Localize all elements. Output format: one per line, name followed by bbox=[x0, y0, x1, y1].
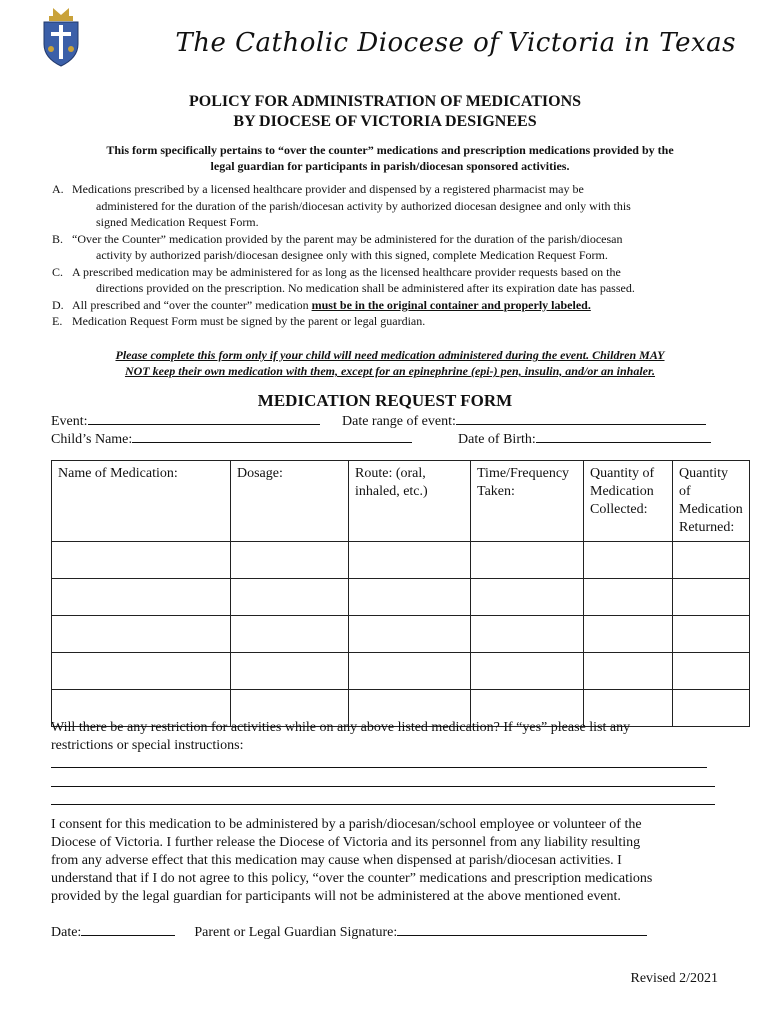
consent-line: Diocese of Victoria. I further release the Diocese of Victoria and its personnel from any liability resulting bbox=[51, 835, 641, 850]
col-quantity-collected: Quantity of Medication Collected: bbox=[584, 461, 673, 542]
diocese-name: The Catholic Diocese of Victoria in Texas bbox=[175, 28, 736, 58]
policy-text: directions provided on the prescription. No medication shall be administered after its expiration date has passed. bbox=[96, 281, 635, 295]
table-cell[interactable] bbox=[231, 579, 349, 616]
consent-line: from any adverse effect that this medication may cause when dispensed at parish/diocesan activities. I bbox=[51, 853, 622, 868]
dob-input-line[interactable] bbox=[536, 429, 711, 443]
table-row bbox=[52, 579, 750, 616]
subtitle-line1: This form specifically pertains to “over the counter” medications and prescription medications provided by the bbox=[106, 143, 674, 157]
col-name-of-medication: Name of Medication: bbox=[52, 461, 231, 542]
policy-item-d bbox=[52, 297, 722, 314]
table-cell[interactable] bbox=[231, 542, 349, 579]
dob-label: Date of Birth: bbox=[458, 432, 536, 447]
guardian-signature-line[interactable] bbox=[397, 922, 647, 936]
policy-letter: C. bbox=[52, 264, 64, 279]
table-cell[interactable] bbox=[584, 579, 673, 616]
table-cell[interactable] bbox=[349, 579, 471, 616]
child-name-field[interactable] bbox=[51, 429, 412, 448]
restrictions-answer-line[interactable] bbox=[51, 767, 707, 768]
table-cell[interactable] bbox=[349, 616, 471, 653]
table-row bbox=[52, 653, 750, 690]
col-dosage: Dosage: bbox=[231, 461, 349, 542]
table-cell[interactable] bbox=[584, 542, 673, 579]
revised-date: Revised 2/2021 bbox=[630, 971, 718, 986]
table-cell[interactable] bbox=[349, 653, 471, 690]
table-cell[interactable] bbox=[471, 616, 584, 653]
consent-line: provided by the legal guardian for participants will not be administered at the above mentioned event. bbox=[51, 889, 621, 904]
restrictions-answer-line[interactable] bbox=[51, 804, 715, 805]
child-name-input-line[interactable] bbox=[132, 429, 412, 443]
consent-paragraph bbox=[51, 816, 721, 906]
date-range-input-line[interactable] bbox=[456, 411, 706, 425]
policy-letter: D. bbox=[52, 297, 64, 312]
table-cell[interactable] bbox=[231, 653, 349, 690]
table-cell[interactable] bbox=[52, 653, 231, 690]
page-title-line2: BY DIOCESE OF VICTORIA DESIGNEES bbox=[233, 113, 537, 130]
date-range-label: Date range of event: bbox=[342, 414, 456, 429]
policy-item-c bbox=[52, 264, 722, 297]
table-row bbox=[52, 542, 750, 579]
policy-text: Medications prescribed by a licensed healthcare provider and dispensed by a registered pharmacist may be bbox=[72, 182, 584, 196]
restrictions-answer-line[interactable] bbox=[51, 786, 715, 787]
diocese-crest-icon bbox=[40, 6, 82, 68]
table-cell[interactable] bbox=[231, 616, 349, 653]
table-cell[interactable] bbox=[52, 542, 231, 579]
notice-line2: NOT keep their own medication with them, except for an epinephrine (epi-) pen, insulin, and/or an inhaler. bbox=[124, 364, 656, 378]
policy-item-a bbox=[52, 181, 722, 231]
col-quantity-returned: Quantity of Medication Returned: bbox=[673, 461, 750, 542]
table-cell[interactable] bbox=[471, 542, 584, 579]
policy-item-b bbox=[52, 231, 722, 264]
date-input-line[interactable] bbox=[81, 922, 175, 936]
medication-table bbox=[51, 460, 750, 727]
restrictions-line1: Will there be any restriction for activities while on any above listed medication? If “yes” please list any bbox=[51, 720, 631, 735]
table-cell[interactable] bbox=[673, 579, 750, 616]
policy-text: Medication Request Form must be signed by the parent or legal guardian. bbox=[72, 314, 426, 328]
event-field[interactable] bbox=[51, 411, 320, 430]
table-cell[interactable] bbox=[349, 542, 471, 579]
restrictions-question bbox=[51, 719, 721, 755]
table-cell[interactable] bbox=[584, 616, 673, 653]
event-input-line[interactable] bbox=[88, 411, 320, 425]
signature-row bbox=[51, 922, 647, 941]
policy-text: signed Medication Request Form. bbox=[96, 215, 259, 229]
consent-line: understand that if I do not agree to this policy, “over the counter” medications and prescription medications bbox=[51, 871, 653, 886]
table-header-row bbox=[52, 461, 750, 542]
policy-list bbox=[52, 181, 722, 330]
policy-letter: E. bbox=[52, 314, 63, 328]
table-cell[interactable] bbox=[673, 616, 750, 653]
table-cell[interactable] bbox=[471, 579, 584, 616]
consent-line: I consent for this medication to be administered by a parish/diocesan/school employee or volunteer of the bbox=[51, 817, 642, 832]
page-title-line1: POLICY FOR ADMINISTRATION OF MEDICATIONS bbox=[188, 93, 582, 110]
policy-letter: B. bbox=[52, 231, 64, 246]
event-label: Event: bbox=[51, 414, 88, 429]
table-cell[interactable] bbox=[52, 616, 231, 653]
restrictions-line2: restrictions or special instructions: bbox=[51, 738, 244, 753]
table-cell[interactable] bbox=[52, 579, 231, 616]
policy-item-e bbox=[52, 313, 722, 330]
policy-d-emphasis: must be in the original container and properly labeled. bbox=[311, 297, 591, 312]
policy-text: “Over the Counter” medication provided by the parent may be administered for the duration of the parish/diocesan bbox=[72, 231, 623, 246]
table-cell[interactable] bbox=[673, 542, 750, 579]
date-label: Date: bbox=[51, 925, 82, 940]
subtitle-line2: legal guardian for participants in parish/diocesan sponsored activities. bbox=[210, 159, 570, 173]
guardian-signature-label: Parent or Legal Guardian Signature: bbox=[194, 925, 398, 940]
col-route: Route: (oral, inhaled, etc.) bbox=[349, 461, 471, 542]
policy-text: A prescribed medication may be administered for as long as the licensed healthcare provider requests based on the bbox=[72, 264, 621, 279]
policy-d-text: All prescribed and “over the counter” medication bbox=[72, 297, 312, 312]
table-cell[interactable] bbox=[673, 653, 750, 690]
table-cell[interactable] bbox=[584, 653, 673, 690]
child-name-label: Child’s Name: bbox=[51, 432, 133, 447]
table-row bbox=[52, 616, 750, 653]
table-cell[interactable] bbox=[471, 653, 584, 690]
form-title: MEDICATION REQUEST FORM bbox=[257, 391, 513, 410]
policy-text: activity by authorized parish/diocesan designee only with this signed, complete Medication Request Form. bbox=[96, 248, 608, 262]
policy-letter: A. bbox=[52, 182, 64, 196]
col-time-frequency: Time/Frequency Taken: bbox=[471, 461, 584, 542]
dob-field[interactable] bbox=[458, 429, 711, 448]
policy-text bbox=[72, 297, 722, 314]
notice-line1: Please complete this form only if your child will need medication administered during the event. Children MAY bbox=[115, 348, 665, 362]
policy-text: administered for the duration of the parish/diocesan activity by authorized diocesan designee and only with this bbox=[96, 198, 631, 213]
date-range-field[interactable] bbox=[342, 411, 706, 430]
